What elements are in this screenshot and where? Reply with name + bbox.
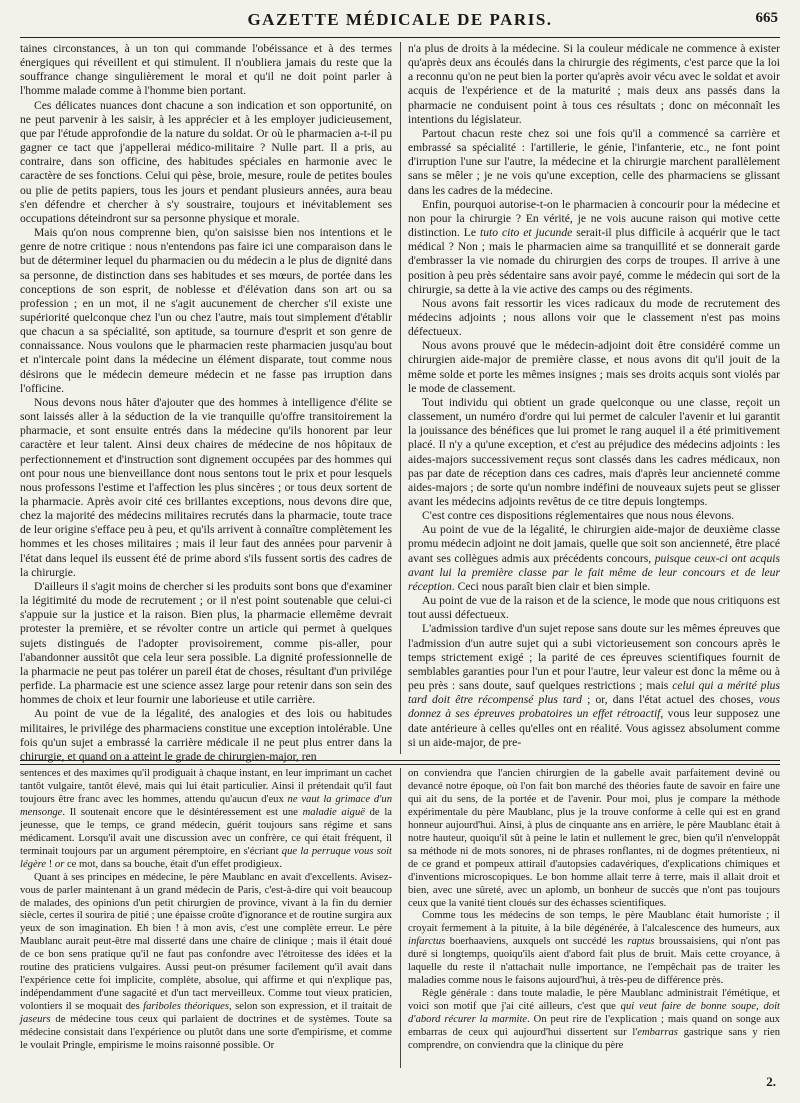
paragraph: Nous avons prouvé que le médecin-adjoint doit être considéré comme un chirurgien aide-major de première classe, et nous avons dit qu'il jouit de la même solde et porte les mêmes insignes ; mais ses droits acquis sont violés par le mode de classement. — [408, 339, 780, 395]
paragraph: Tout individu qui obtient un grade quelconque ou une classe, reçoit un classement, un numéro d'ordre qui lui permet de calculer l'avenir et lui garantit la jouissance des bénéfices que lui promet le rang auquel il a été primitivement placé. Il n'y a qu'une exception, et c'est au préjudice des médecins adjoints : les aides-majors successivement reçus sont classés dans les cadres médicaux, non pas par date de réception dans ces cadres, mais d'après leur ancienneté comme aides-majors ; de sorte qu'un nombre indéfini de nouveaux sujets peut se glisser avant les médecins adjoints revêtus de ce titre depuis longtemps. — [408, 395, 780, 508]
top-right-column — [408, 42, 780, 756]
page-header — [22, 10, 778, 36]
column-separator-bottom — [400, 768, 401, 1068]
paragraph: Quant à ses principes en médecine, le père Maublanc en avait d'excellents. Avisez-vous de parler maintenant à un grand médecin de Paris, c'est-à-dire qui voit beaucoup de malades, des opinions d'un petit chirurgien de province, vivant à la fin du dernier siècle, certes il sourira de pitié ; une épaisse croûte d'ignorance et de routine surgira aux yeux de son imagination. Eh bien ! à mon avis, c'est une complète erreur. Le père Maublanc aurait peut-être mal disserté dans une chaire de clinique ; mais il était doué de ce bon sens pratique qu'il ne faut pas confondre avec l'étroitesse des idées et la routine des praticiens vulgaires. Aussi peut-on présumer facilement qu'il avait dans l'expérience cette foi implicite, complète, absolue, qui affirme et qui n'explique pas, indépendamment d'une sagacité et d'un tact merveilleux. Comme tout vieux praticien, volontiers il se moquait des fariboles théoriques, selon son expression, et il traitait de jaseurs de médecine tous ceux qui parlaient de doctrines et de systèmes. Toute sa médecine consistait dans l'expérience ou plutôt dans une sorte d'empirisme, et comme le voulait Pringle, empirisme le moins raisonné possible. Or — [20, 871, 392, 1052]
paragraph: D'ailleurs il s'agit moins de chercher si les produits sont bons que d'examiner la légitimité du mode de recrutement ; or il n'est point soutenable que celui-ci s'appuie sur la justice et la raison. Bien plus, la pharmacie ellemême devrait protester la première, et se révolter contre un article qui permet à quelques sujets distingués de l'adopter provisoirement, comme pis-aller, pour l'abandonner aussitôt que cela leur sera possible. La dignité professionnelle de la pharmacie ne peut pas tolérer un pareil état de choses, résultant d'un privilége perfide. La pharmacie est une science assez large pour retenir dans son sein des hommes de choix et leur fournir une laborieuse et utile carrière. — [20, 579, 392, 707]
paragraph: Règle générale : dans toute maladie, le père Maublanc administrait l'émétique, et voici son motif que j'ai cité ailleurs, c'est que qui veut faire de bonne soupe, doit d'abord récurer la marmite. On peut rire de l'explication ; mais quand on songe aux embarras de ceux qui aujourd'hui dissertent sur l'embarras gastrique sans y rien comprendre, on conviendra que la clinique du père — [408, 988, 780, 1052]
paragraph: L'admission tardive d'un sujet repose sans doute sur les mêmes épreuves que l'admission d'un autre sujet qui a subi victorieusement son concours après le temps strictement exigé ; la parité de ces épreuves scientifiques fournit de semblables garanties pour l'un et pour l'autre, leur valeur est donc la même ou à peu près : sans doute, sauf quelques restrictions ; mais celui qui a mérité plus tard doit être récompensé plus tard ; or, dans l'état actuel des choses, vous donnez à ses épreuves probatoires un effet rétroactif, vous leur supposez une date antérieure à celles qu'elles ont en réalité. Vous agissez absolument comme si un aide-major, de pre- — [408, 622, 780, 749]
top-left-column — [20, 42, 392, 763]
bottom-left-column — [20, 768, 392, 1070]
column-separator-top — [400, 42, 401, 754]
paragraph: Mais qu'on nous comprenne bien, qu'on saisisse bien nos intentions et le genre de notre critique : nous n'entendons pas faire ici une comparaison dans le but de déterminer lequel du pharmacien ou du médecin a le plus de dignité dans sa personne, de distinction dans ses habitudes et ses mœurs, de portée dans les conceptions de son esprit, de noblesse et d'élévation dans son art ou sa profession ; en un mot, il ne s'agit aucunement de chercher s'il existe une supériorité quelconque chez l'un ou chez l'autre, mais tout simplement d'établir que chacun a sa spécialité, son aptitude, sa tournure d'esprit et son genre de connaissance. Nous voulons que le pharmacien reste pharmacien jusqu'au bout et n'intercale point dans la médecine un élément disparate, tout comme nous désirons que le médecin demeure médecin et ne fasse pas irruption dans l'officine. — [20, 226, 392, 395]
feuilleton-rule-upper — [20, 760, 780, 761]
paragraph: on conviendra que l'ancien chirurgien de la gabelle avait parfaitement deviné ou devancé notre époque, où l'on fait bon marché des théories faute de savoir en faire une qui ait du sens, de la portée et de l'avenir. Pour moi, plus je compare la méthode expérimentale du père Maublanc, plus je la trouve conforme à celle qui est en grand honneur aujourd'hui. Ainsi, à plus de cinquante ans en arrière, le père Maublanc était à notre hauteur, quoiqu'il sût à peine le latin et nullement le grec, bien qu'il n'enveloppât sa méthode ni de mots sonores, ni de phrases ronflantes, ni de dogmes prétentieux, ni de ce grand et pompeux attirail d'autopsies cadavériques, d'explications chimiques et d'inventions microscopiques. Le bon homme allait terre à terre, mais il allait droit et bien, avec une sûreté, avec un aplomb, un bonheur de succès que n'ont pas toujours ceux que la vanité tient cloués sur des échasses scientifiques. — [408, 768, 780, 909]
signature-mark: 2. — [766, 1074, 776, 1089]
journal-title: GAZETTE MÉDICALE DE PARIS. — [247, 10, 553, 29]
paragraph: Au point de vue de la légalité, le chirurgien aide-major de deuxième classe promu médecin adjoint ne doit jamais, quelle que soit son ancienneté, être placé avant ses collègues admis aux précédents concours, puisque ceux-ci ont acquis avant lui la première classe par le fait même de leur concours et de leur réception. Ceci nous paraît bien clair et bien simple. — [408, 523, 781, 593]
bottom-right-column — [408, 768, 780, 1070]
paragraph: Comme tous les médecins de son temps, le père Maublanc était humoriste ; il croyait fermement à la pituite, à la bile dégénérée, à l'alcalescence des humeurs, aux infarctus boerhaaviens, auxquels ont succédé les raptus broussaisiens, qui n'ont pas duré si longtemps, quoiqu'ils aient d'abord fait plus de bruit. Mais cette croyance, à laquelle du reste il n'attachait nulle importance, ne l'empêchait pas de traiter les maladies comme nous le faisons aujourd'hui, à très-peu de différence près. — [408, 910, 781, 987]
paragraph: sentences et des maximes qu'il prodiguait à chaque instant, en leur imprimant un cachet tantôt vulgaire, tantôt élevé, mais qui lui était particulier. Ainsi il prétendait qu'il faut toujours être franc avec les hommes, attendu qu'aucun d'eux ne vaut la grimace d'un mensonge. Il soutenait encore que le désintéressement est une maladie aiguë de la jeunesse, que le temps, ce grand médecin, guérit toujours sans régime et sans médicament. Lorsqu'il avait une discussion avec un confrère, ce qui était fréquent, il terminait toujours par un argument péremptoire, en s'écriant que la perruque vous soit légère ! or ce mot, dans sa bouche, était d'un effet prodigieux. — [20, 768, 392, 870]
paragraph: C'est contre ces dispositions réglementaires que nous nous élevons. — [422, 509, 735, 523]
paragraph: Nous avons fait ressortir les vices radicaux du mode de recrutement des médecins adjoints ; nous allons voir que le classement n'est pas moins défectueux. — [408, 296, 780, 339]
paragraph: Au point de vue de la légalité, des analogies et des lois ou habitudes militaires, le privilége des pharmaciens constitue une exception intolérable. Une fois qu'un sujet a embrassé la carrière médicale il ne peut plus entrer dans la chirurgie, et quand on a atteint le grade de chirurgien-major, ren — [20, 707, 392, 763]
paragraph: Au point de vue de la raison et de la science, le mode que nous critiquons est tout aussi défectueux. — [408, 594, 780, 622]
paragraph: Partout chacun reste chez soi une fois qu'il a commencé sa carrière et embrassé sa spécialité : l'artillerie, le génie, l'infanterie, etc., ne font point d'irruption l'une sur l'autre, la médecine et la chirurgie marchent parallèlement sans se mêler ; je ne vois qu'une exception, celle des pharmaciens se glissant dans les cadres de la médecine. — [408, 126, 780, 197]
header-rule — [20, 37, 780, 38]
paragraph: Ces délicates nuances dont chacune a son indication et son opportunité, on ne peut parvenir à les saisir, à les apprécier et à les employer judicieusement, que par l'étude approfondie de la nature du soldat. Or où le pharmacien a-t-il pu gagner ce tact que j'appellerai médico-militaire ? Nulle part. Il a pris, au contraire, dans son officine, des habitudes spéciales en harmonie avec le caractère de ses fonctions. Celui qui pèse, broie, mesure, roule de petites boules ou plie de petits papiers, tous les jours et pendant plusieurs années, aura beau s'en défendre et chercher à s'y soustraire, toujours et inévitablement ses occupations déteindront sur sa personne physique et morale. — [20, 98, 392, 225]
paragraph: Enfin, pourquoi autorise-t-on le pharmacien à concourir pour la médecine et non pour la chirurgie ? En vérité, je ne vois aucune raison qui motive cette distinction. Le tuto cito et jucunde serait-il plus difficile à acquérir que le tact médical ? Non ; mais le pharmacien aime sa tranquillité et se donnerait garde d'embrasser la vie nomade du chirurgien des corps de troupes. Il arrive à une position à peu près sédentaire sans avoir payé, comme le médecin qui sort de la chirurgie, sa dette à la vie active des camps ou des régiments. — [408, 197, 781, 296]
feuilleton-rule-lower — [20, 764, 780, 765]
paragraph: Nous devons nous hâter d'ajouter que des hommes à intelligence d'élite se sont laissés aller à la séduction de la vie tranquille qu'offre transitoirement la pharmacie, et sont ensuite entrés dans la médecine qu'ils honorent par leur caractère et leur talent. Ainsi deux chaires de médecine de nos hôpitaux de perfectionnement et d'instruction sont dignement occupées par des hommes qui ont pour nous une bienveillance dont nous sentons tout le prix et pour lesquels nous professons l'estime et l'affection les plus sincères ; or tous deux sortent de la pharmacie. Après avoir cité ces brillantes exceptions, nous devons dire que, chez la majorité des médecins militaires recrutés dans la pharmacie, toute trace de leur origine s'efface peu à peu, et qu'ils arrivent à connaître complètement les hommes et les choses militaires ; mais il leur faut des années pour parvenir à l'état dans lequel ils eussent été de prime abord s'ils fussent sortis des cadres de la chirurgie. — [20, 395, 392, 579]
page-number: 665 — [755, 10, 778, 26]
paragraph: n'a plus de droits à la médecine. Si la couleur médicale ne commence à exister qu'après deux ans écoulés dans la chirurgie des régiments, c'est parce que la loi a reconnu qu'on ne peut bien la porter qu'après avoir vécu avec le soldat et avoir acquis de l'expérience et de la maturité ; mais deux ans passés dans la pharmacie ne conduisent point à tous ces résultats ; donc on méconnaît les intentions du législateur. — [408, 42, 780, 126]
paragraph: taines circonstances, à un ton qui commande l'obéissance et à des termes énergiques qui réveillent et qui stimulent. Il n'oubliera jamais du reste que la souffrance change singulièrement le moral et qu'il ne doit point parler à l'homme malade comme à l'homme bien portant. — [20, 42, 392, 98]
